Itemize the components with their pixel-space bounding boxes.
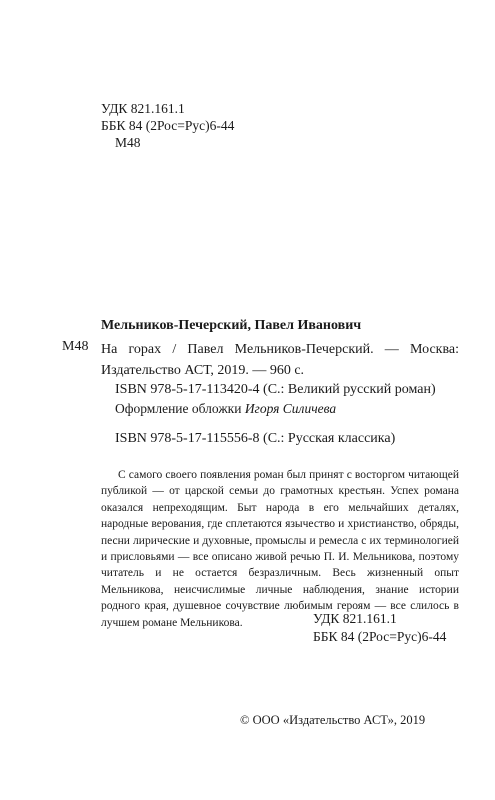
bbk-code: ББК 84 (2Рос=Рус)6-44 [101,118,235,133]
author-mark-left: М48 [62,339,89,354]
copyright-notice: © ООО «Издательство АСТ», 2019 [240,713,426,727]
bbk-code-bottom: ББК 84 (2Рос=Рус)6-44 [313,629,447,644]
annotation-text: С самого своего появления роман был принят с восторгом читающей публикой — от царской семьи до грамотных крестьян. Успех романа оказался непреходящим. Быт народа в его мельчайших деталях, народные верования, где сплетаются язычество и христианство, обряды, песни лирические и духовные, промыслы и ремесла с их терминологией и присловьями — все описано живой речью П. И. Мельникова, поэтому читатель и не остается безразличным. Весь жизненный опыт Мельникова, неисчислимые личные наблюдения, знание истории родного края, душевное сочувствие любимым героям — все слилось в лучшем романе Мельникова. [101,469,459,629]
isbn-2: ISBN 978-5-17-115556-8 (С.: Русская классика) [115,431,396,446]
annotation [101,467,459,631]
classification-block-bottom [313,610,446,646]
cover-designer-name: Игоря Силичева [244,401,337,416]
author-heading: Мельников-Печерский, Павел Иванович [101,318,362,333]
bibliographic-description: На горах / Павел Мельников-Печерский. — Москва: Издательство АСТ, 2019. — 960 с. [101,342,459,378]
cover-design-credit [115,401,336,417]
isbn-1: ISBN 978-5-17-113420-4 (С.: Великий русский роман) [115,382,436,397]
cover-design-label: Оформление обложки [115,401,242,416]
udk-code: УДК 821.161.1 [101,101,185,116]
classification-block-top [101,100,234,151]
udk-code-bottom: УДК 821.161.1 [313,611,397,626]
author-mark: М48 [115,135,141,150]
